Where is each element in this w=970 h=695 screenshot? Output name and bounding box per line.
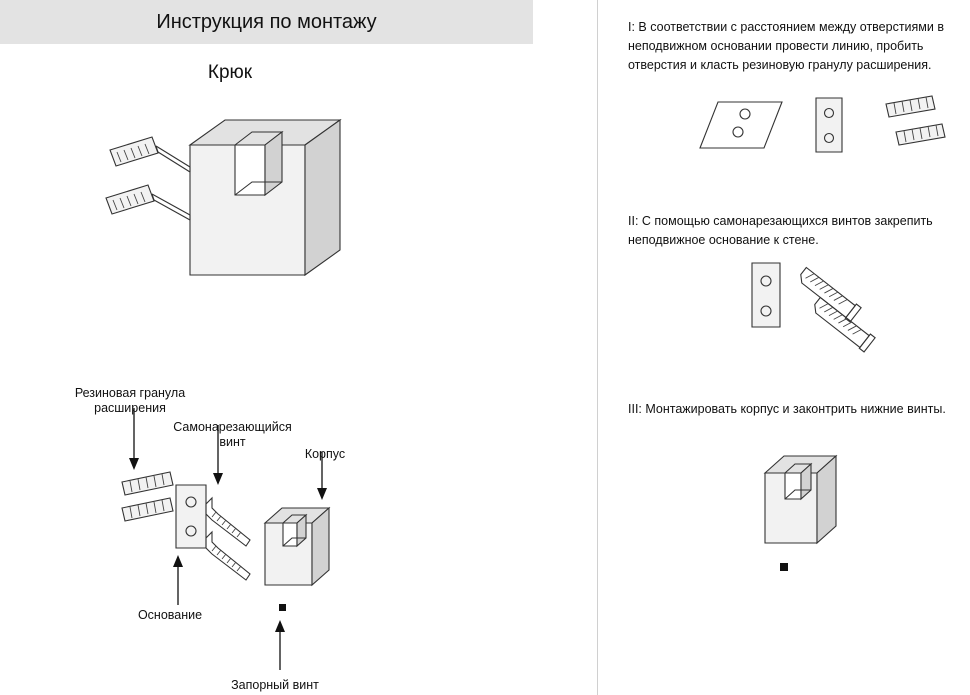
hook-assembly-illustration	[90, 110, 390, 330]
step-1-text: I: В соответствии с расстоянием между отверстиями в неподвижном основании провести линию, пробить отверстия и класть резиновую гранулу расширения.	[628, 20, 944, 72]
label-base: Основание	[137, 608, 203, 622]
label-lock-screw: Запорный винт	[231, 678, 319, 692]
product-name: Крюк	[207, 62, 253, 83]
label-rubber-granule: Резиновая гранула расширения	[74, 386, 186, 415]
page-title: Инструкция по монтажу	[156, 11, 377, 33]
step-3-illustration	[740, 445, 880, 585]
parts-exploded-illustration	[60, 380, 560, 680]
arrow-base	[173, 555, 183, 605]
hook-body-part	[265, 508, 329, 585]
column-divider	[597, 0, 598, 695]
step-3-text: III: Монтажировать корпус и законтрить нижние винты.	[628, 402, 946, 416]
arrow-screw	[213, 425, 223, 485]
step-2-illustration	[730, 255, 910, 365]
arrow-body	[317, 452, 327, 500]
step-2-text: II: С помощью самонарезающихся винтов закрепить неподвижное основание к стене.	[628, 214, 933, 247]
lock-screw-dot	[279, 604, 286, 611]
base-plate-part	[176, 485, 206, 548]
self-tapping-screw-parts	[206, 498, 250, 580]
label-self-tapping-screw: Самонарезающийся винт	[173, 420, 292, 449]
arrow-lock-screw	[275, 620, 285, 670]
arrow-granule	[129, 408, 139, 470]
label-body: Корпус	[304, 447, 346, 461]
rubber-granule-parts	[122, 472, 173, 521]
step-1-illustration	[690, 90, 960, 170]
